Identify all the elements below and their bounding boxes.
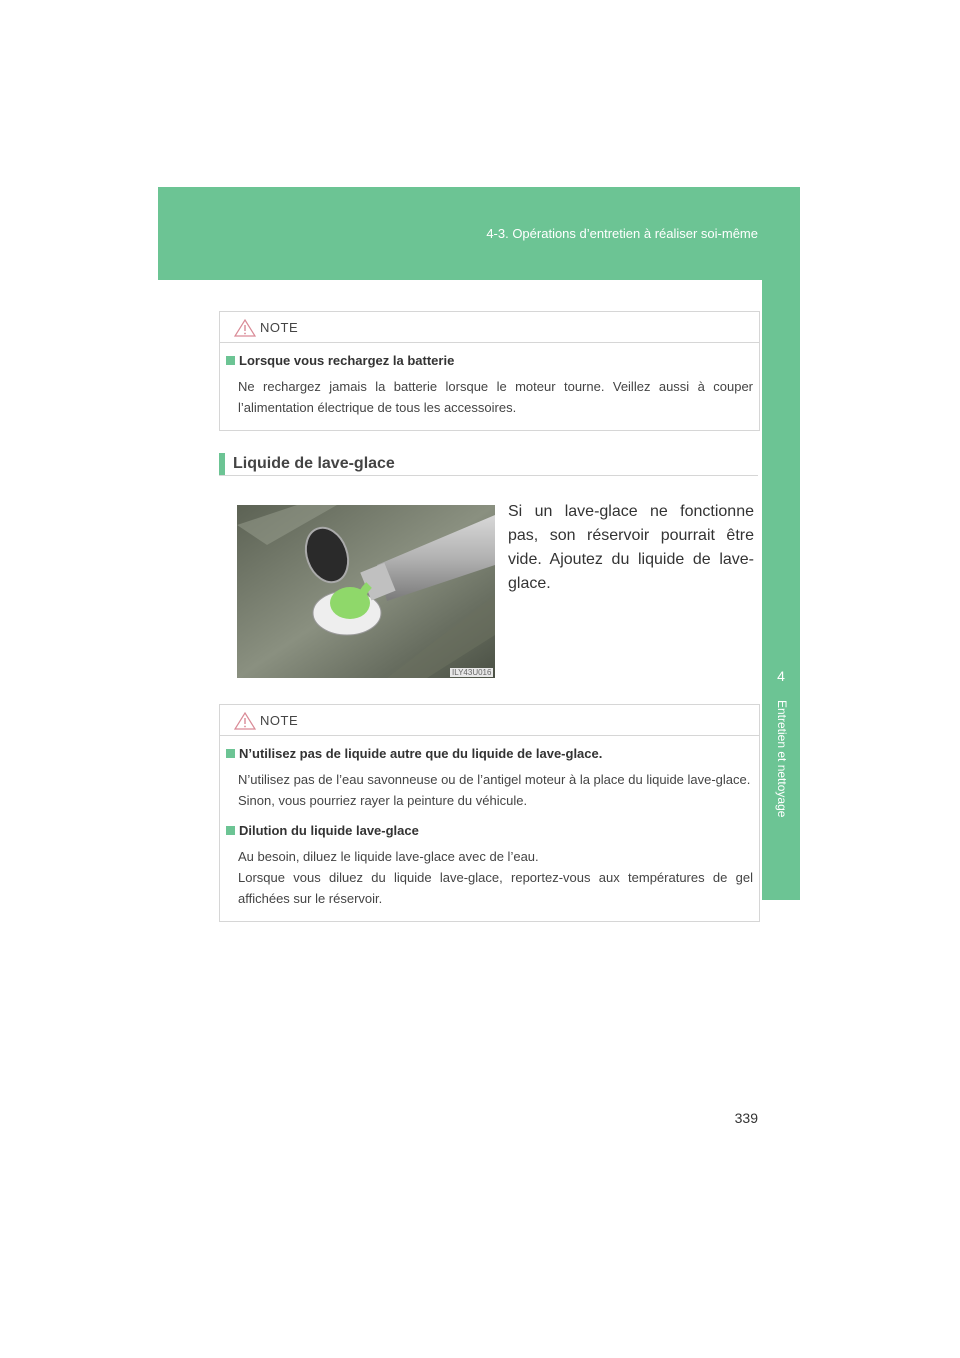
chapter-number: 4 [777, 668, 785, 684]
note-item-text: N’utilisez pas de l’eau savonneuse ou de l’antigel moteur à la place du liquide lave-glace. [238, 772, 751, 787]
chapter-label: Entretien et nettoyage [775, 700, 789, 818]
washer-fluid-photo [237, 505, 495, 678]
square-bullet-icon [226, 826, 235, 835]
note-body [220, 736, 759, 921]
section-heading [219, 453, 758, 476]
square-bullet-icon [226, 749, 235, 758]
note-body [220, 343, 759, 430]
note-item-title-text: Lorsque vous rechargez la batterie [239, 353, 455, 368]
note-header [220, 312, 759, 343]
note-item-text: Lorsque vous diluez du liquide lave-glace, reportez-vous aux températures de gel affichées sur le réservoir. [238, 870, 753, 906]
note-box-battery [219, 311, 760, 431]
section-heading-bar [219, 453, 225, 475]
section-header-title: 4-3. Opérations d’entretien à réaliser soi-même [486, 226, 758, 241]
note-label: NOTE [260, 320, 299, 335]
warning-triangle-icon [234, 319, 256, 337]
note-item-title [226, 353, 753, 368]
note-item-title [226, 823, 753, 838]
note-box-washer-fluid [219, 704, 760, 922]
note-item-title-text: N’utilisez pas de liquide autre que du liquide de lave-glace. [239, 746, 603, 761]
note-header [220, 705, 759, 736]
chapter-label-wrap [770, 700, 794, 860]
note-item-text: Au besoin, diluez le liquide lave-glace avec de l’eau. [238, 849, 539, 864]
note-label: NOTE [260, 713, 299, 728]
image-code: ILY43U016 [452, 668, 492, 677]
page-number: 339 [734, 1110, 758, 1126]
note-item-text: Sinon, vous pourriez rayer la peinture du véhicule. [238, 793, 528, 808]
section-title: Liquide de lave-glace [233, 455, 395, 472]
note-item-text: Ne rechargez jamais la batterie lorsque le moteur tourne. Veillez aussi à couper l’alimentation électrique de tous les accessoires. [238, 379, 753, 415]
warning-triangle-icon [234, 712, 256, 730]
note-item-title-text: Dilution du liquide lave-glace [239, 823, 419, 838]
square-bullet-icon [226, 356, 235, 365]
section-paragraph: Si un lave-glace ne fonctionne pas, son réservoir pourrait être vide. Ajoutez du liquide de lave-glace. [508, 503, 754, 592]
note-item-title [226, 746, 753, 761]
